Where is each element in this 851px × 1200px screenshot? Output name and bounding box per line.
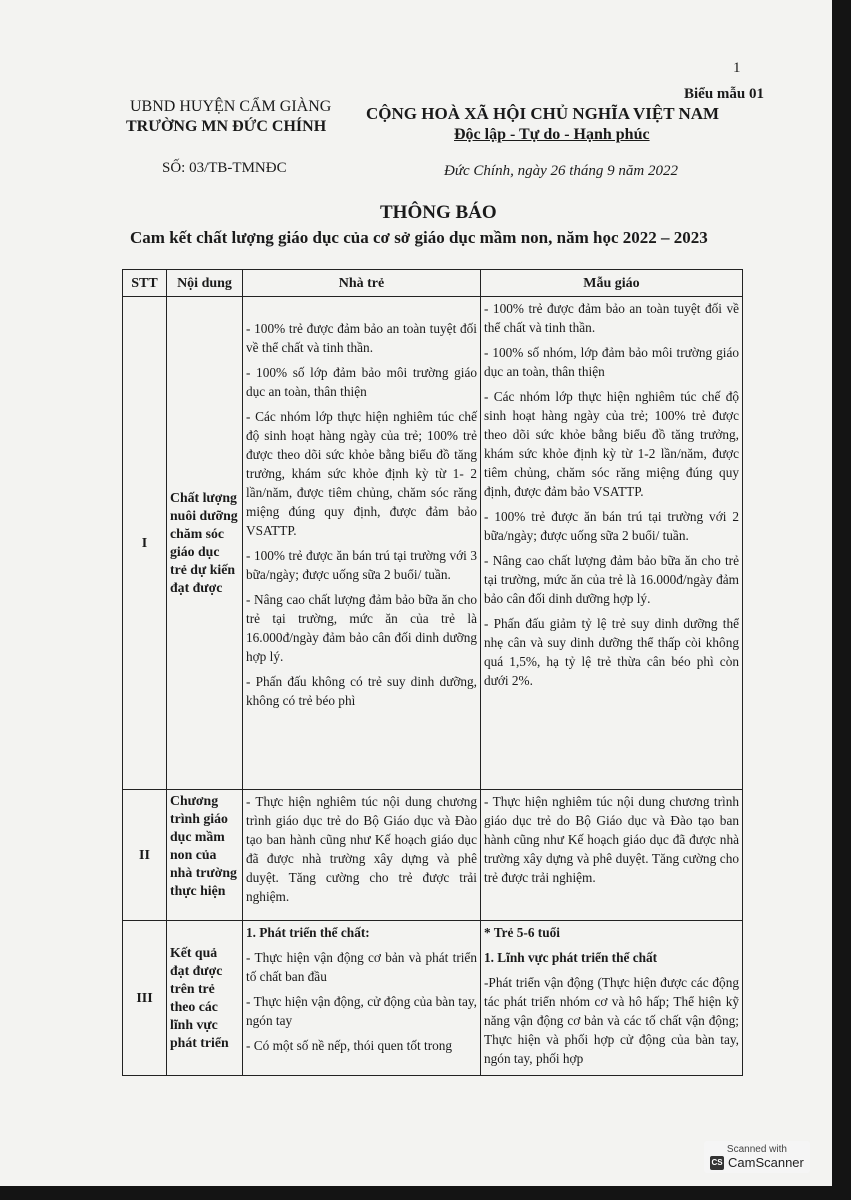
document-title: THÔNG BÁO (380, 202, 497, 223)
list-item: - Thực hiện vận động, cử động của bàn tay, ngón tay (246, 994, 477, 1028)
list-item: - 100% trẻ được ăn bán trú tại trường với 3 bữa/ngày; được uống sữa 2 buổi/ tuần. (246, 548, 477, 582)
row-content: Chất lượng nuôi dưỡng chăm sóc giáo dục trẻ dự kiến đạt được (167, 297, 243, 790)
list-item: - Phấn đấu không có trẻ suy dinh dưỡng, không có trẻ béo phì (246, 674, 477, 708)
row-content: Kết quả đạt được trên trẻ theo các lĩnh vực phát triển (167, 921, 243, 1076)
header-content: Nội dung (167, 270, 243, 297)
scan-dark-bottom (0, 1186, 851, 1200)
row-stt: II (123, 790, 167, 921)
agency-name: UBND HUYỆN CẨM GIÀNG (130, 98, 332, 115)
scanned-with-label: Scanned with (726, 1144, 787, 1155)
age-group-label: * Trẻ 5-6 tuổi (484, 925, 560, 940)
section-heading: 1. Lĩnh vực phát triển thể chất (484, 950, 658, 965)
national-title: CỘNG HOÀ XÃ HỘI CHỦ NGHĨA VIỆT NAM (366, 104, 720, 123)
header-mau-giao: Mẫu giáo (481, 270, 743, 297)
scanner-brand (710, 1155, 804, 1170)
list-item: - Nâng cao chất lượng đảm bảo bữa ăn cho trẻ tại trường, mức ăn của trẻ là 16.000đ/ngày đảm bảo cân đối dinh dưỡng hợp lý. (246, 592, 477, 664)
form-number: Biểu mẫu 01 (684, 86, 765, 102)
camscanner-watermark (704, 1141, 810, 1173)
table-row (123, 921, 743, 1076)
table-row (123, 790, 743, 921)
nha-tre-cell (243, 297, 481, 790)
national-motto: Độc lập - Tự do - Hạnh phúc (454, 126, 650, 143)
list-item: - Nâng cao chất lượng đảm bảo bữa ăn cho trẻ tại trường, mức ăn của trẻ là 16.000đ/ngày đảm bảo cân đối dinh dưỡng hợp lý. (484, 553, 739, 606)
document-subtitle: Cam kết chất lượng giáo dục của cơ sở giáo dục mầm non, năm học 2022 – 2023 (130, 228, 708, 247)
list-item: - Các nhóm lớp thực hiện nghiêm túc chế độ sinh hoạt hàng ngày của trẻ; 100% trẻ được theo dõi sức khỏe bằng biểu đồ tăng trưởng, khám sức khỏe định kỳ từ 1-2 lần/năm, được tiêm chủng, chăm sóc răng miệng đúng quy định, được đảm bảo VSATTP. (484, 389, 739, 499)
list-item: -Phát triển vận động (Thực hiện được các động tác phát triển nhóm cơ và hô hấp; Thể hiện kỹ năng vận động cơ bản và các tố chất vận động; Thực hiện và phối hợp cử động của bàn tay, ngón tay, phối hợp (484, 975, 739, 1066)
row-stt: I (123, 297, 167, 790)
list-item: - Có một số nề nếp, thói quen tốt trong (246, 1038, 453, 1053)
list-item: - 100% trẻ được đảm bảo an toàn tuyệt đối về thể chất và tinh thần. (246, 321, 477, 355)
document-number: SỐ: 03/TB-TMNĐC (162, 160, 287, 176)
list-item: - 100% trẻ được đảm bảo an toàn tuyệt đối về thể chất và tinh thần. (484, 301, 739, 335)
list-item: - Các nhóm lớp thực hiện nghiêm túc chế độ sinh hoạt hàng ngày của trẻ; 100% trẻ được theo dõi sức khỏe bằng biểu đồ tăng trưởng, khám sức khỏe định kỳ từ 1- 2 lần/năm, được tiêm chủng, chăm sóc răng miệng đúng quy định, được đảm bảo VSATTP. (246, 409, 477, 538)
list-item: - Thực hiện nghiêm túc nội dung chương trình giáo dục trẻ do Bộ Giáo dục và Đào tạo ban hành cũng như Kế hoạch giáo dục đã được nhà trường xây dựng và phê duyệt. Tăng cường cho trẻ được trải nghiệm. (484, 794, 739, 885)
section-heading: 1. Phát triển thể chất: (246, 925, 370, 940)
mau-giao-cell (481, 921, 743, 1076)
list-item: - 100% trẻ được ăn bán trú tại trường với 2 bữa/ngày; được uống sữa 2 buổi/ tuần. (484, 509, 739, 543)
row-stt: III (123, 921, 167, 1076)
commitment-table (122, 269, 743, 1076)
scan-dark-edge (832, 0, 851, 1200)
row-content: Chương trình giáo dục mầm non của nhà trường thực hiện (167, 790, 243, 921)
page-number: 1 (733, 60, 741, 76)
school-name: TRƯỜNG MN ĐỨC CHÍNH (126, 118, 327, 135)
list-item: - Phấn đấu giảm tỷ lệ trẻ suy dinh dưỡng thể nhẹ cân và suy dinh dưỡng thể thấp còi không quá 1,5%, hạ tỷ lệ trẻ thừa cân béo phì còn dưới 2%. (484, 616, 739, 688)
mau-giao-cell (481, 297, 743, 790)
list-item: - 100% số nhóm, lớp đảm bảo môi trường giáo dục an toàn, thân thiện (484, 345, 739, 379)
mau-giao-cell (481, 790, 743, 921)
date-line: Đức Chính, ngày 26 tháng 9 năm 2022 (444, 163, 679, 179)
header-stt: STT (123, 270, 167, 297)
list-item: - 100% số lớp đảm bảo môi trường giáo dục an toàn, thân thiện (246, 365, 477, 399)
header-nha-tre: Nhà trẻ (243, 270, 481, 297)
nha-tre-cell (243, 790, 481, 921)
list-item: - Thực hiện vận động cơ bản và phát triển tố chất ban đầu (246, 950, 477, 984)
camscanner-logo-icon: CS (710, 1156, 724, 1170)
scanner-brand-name: CamScanner (728, 1155, 804, 1170)
table-header-row (123, 270, 743, 297)
table-row (123, 297, 743, 790)
list-item: - Thực hiện nghiêm túc nội dung chương trình giáo dục trẻ do Bộ Giáo dục và Đào tạo ban hành cũng như Kế hoạch giáo dục đã được nhà trường xây dựng và phê duyệt. Tăng cường cho trẻ được trải nghiệm. (246, 794, 477, 904)
nha-tre-cell (243, 921, 481, 1076)
